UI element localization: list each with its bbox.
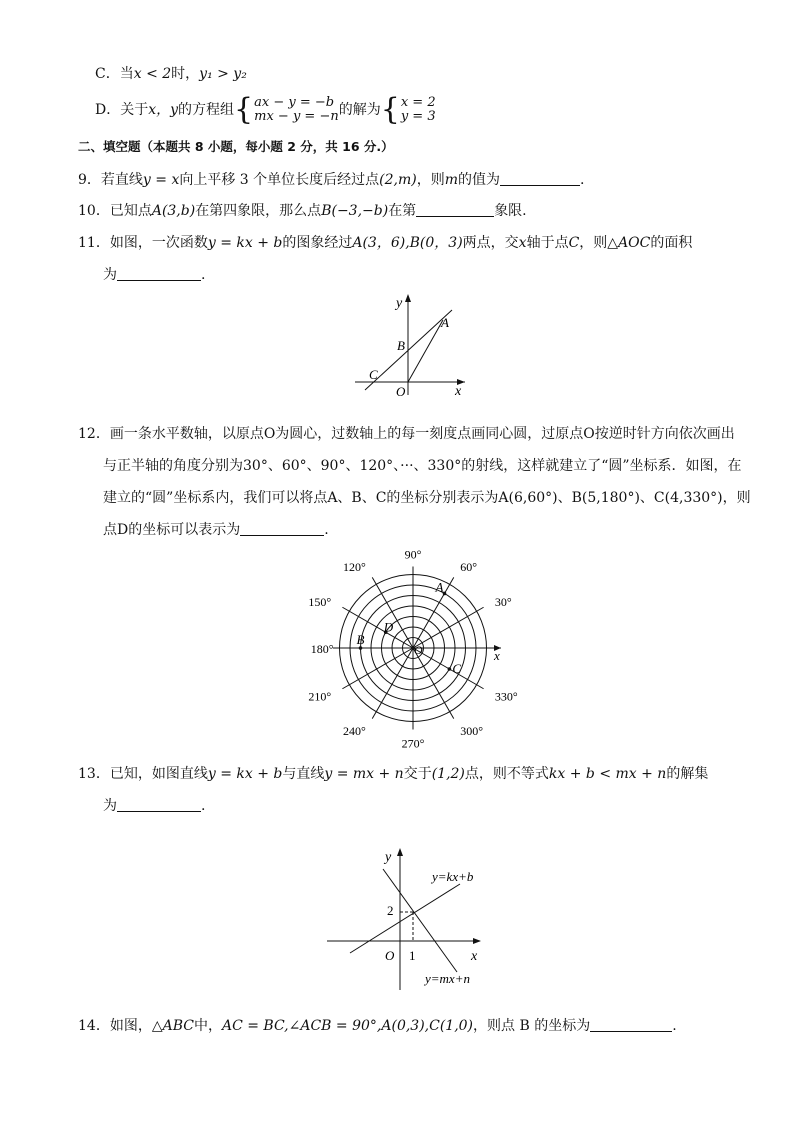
option-d-sol-text: 的解为 — [338, 102, 381, 118]
answer-blank[interactable] — [590, 1017, 672, 1032]
q12-number: 12． — [78, 426, 110, 442]
question-9 — [78, 170, 584, 190]
q10-point-a: A(3,b) — [151, 203, 196, 219]
polar-x-label: x — [494, 648, 500, 663]
q13-eq1: y = kx + b — [207, 766, 283, 782]
figure-11 — [350, 290, 475, 400]
x-label: x — [455, 384, 462, 399]
option-d — [95, 93, 436, 127]
q9-text: 若直线 — [100, 172, 143, 188]
angle-label-150: 150° — [308, 594, 332, 609]
q10-text: 已知点 — [109, 203, 152, 219]
angle-label-60: 60° — [460, 560, 478, 575]
answer-blank[interactable] — [416, 202, 494, 217]
q13-text: 点，则不等式 — [464, 766, 549, 782]
option-c-condition: x < 2 — [133, 66, 172, 82]
tick-2-label: 2 — [387, 903, 394, 918]
question-14 — [78, 1016, 677, 1036]
y-label: y — [396, 296, 403, 311]
q13-point: (1,2) — [431, 766, 465, 782]
question-11-cont — [103, 265, 205, 285]
left-brace-icon: { — [234, 92, 254, 127]
question-11 — [78, 233, 692, 253]
q9-point: (2,m) — [379, 172, 417, 188]
q12-line3: 建立的“圆”坐标系内，我们可以将点A、B、C的坐标分别表示为A(6,60°)、B(5,180°)、C(4,330°)，则 — [103, 490, 751, 506]
origin-label: O — [385, 948, 395, 963]
q9-text: 向上平移 3 个单位长度后经过点 — [179, 172, 380, 188]
option-d-system — [234, 92, 339, 127]
q13-text: 为 — [103, 798, 117, 814]
y-arrow-icon — [397, 848, 403, 856]
y-arrow-icon — [405, 294, 411, 302]
q11-text: ，则 — [579, 235, 608, 251]
solution-x: x = 2 — [400, 95, 436, 110]
answer-blank[interactable] — [240, 521, 324, 536]
q10-number: 10． — [78, 203, 110, 219]
y-label: y — [385, 850, 392, 865]
q14-text: 中， — [193, 1018, 222, 1034]
question-10 — [78, 201, 527, 221]
point-a-label: A — [441, 315, 449, 330]
q10-text: 在第 — [388, 203, 417, 219]
line-oa — [408, 320, 443, 382]
answer-blank[interactable] — [117, 266, 201, 281]
q14-text: ，则点 B 的坐标为 — [473, 1018, 591, 1034]
q11-text: 为 — [103, 267, 117, 283]
q14-condition: AC = BC,∠ACB = 90°,A(0,3),C(1,0) — [221, 1018, 474, 1034]
q11-text: 的面积 — [650, 235, 693, 251]
option-c-relation: y₁ > y₂ — [199, 66, 247, 82]
q11-text: 轴于点 — [526, 235, 569, 251]
option-d-mid: 的方程组 — [178, 102, 235, 118]
q11-end: . — [201, 267, 206, 283]
option-c-mid: 时， — [171, 66, 200, 82]
option-c-label: C．当 — [95, 66, 134, 82]
figure-13 — [325, 840, 500, 990]
section-heading: 二、填空题（本题共 8 小题，每小题 2 分，共 16 分.） — [78, 139, 394, 154]
q9-var: m — [444, 172, 459, 188]
q13-number: 13． — [78, 766, 110, 782]
angle-label-300: 300° — [460, 723, 484, 738]
q12-line4-wrap — [103, 520, 329, 540]
system-eq1: ax − y = −b — [254, 95, 335, 110]
option-d-vars: x，y — [148, 102, 179, 118]
angle-label-240: 240° — [342, 723, 366, 738]
q13-text: 的解集 — [666, 766, 709, 782]
q13-eq2: y = mx + n — [324, 766, 404, 782]
q10-point-b: B(−3,−b) — [321, 203, 389, 219]
q12-end: . — [324, 522, 329, 538]
q9-end: . — [580, 172, 585, 188]
q14-number: 14． — [78, 1018, 110, 1034]
q12-line2: 与正半轴的角度分别为30°、60°、90°、120°、···、330°的射线，这样就建立了“圆”坐标系．如图，在 — [103, 458, 742, 474]
angle-label-270: 270° — [401, 736, 425, 751]
q10-text: 在第四象限，那么点 — [195, 203, 322, 219]
angle-label-210: 210° — [308, 689, 332, 704]
angle-label-330: 330° — [494, 689, 518, 704]
point-d-label: D — [383, 619, 394, 635]
q13-text: 已知，如图直线 — [109, 766, 208, 782]
x-arrow-icon — [473, 938, 481, 944]
angle-label-180: 180° — [310, 642, 334, 656]
origin-label: O — [414, 643, 423, 657]
q13-text: 与直线 — [282, 766, 325, 782]
system-eq2: mx − y = −n — [254, 109, 339, 124]
angle-label-90: 90° — [404, 547, 422, 562]
q12-line4: 点D的坐标可以表示为 — [103, 522, 241, 538]
line-kx-b-label: y=kx+b — [432, 869, 474, 884]
q9-text: 的值为 — [458, 172, 501, 188]
option-d-label: D．关于 — [95, 102, 149, 118]
point-c-label: C — [369, 367, 378, 382]
q11-c: C — [568, 235, 580, 251]
q12-line1: 画一条水平数轴，以原点O为圆心，过数轴上的每一刻度点画同心圆，过原点O按逆时针方向依次画出 — [109, 426, 735, 442]
question-12 — [78, 424, 735, 444]
option-d-solution — [380, 92, 436, 127]
q14-end: . — [672, 1018, 677, 1034]
q10-text: 象限. — [494, 203, 527, 219]
angle-label-30: 30° — [494, 594, 512, 609]
q9-number: 9． — [78, 172, 101, 188]
point-b-label: B — [397, 338, 405, 353]
point-c-label: C — [452, 661, 462, 676]
point-a-label: A — [435, 579, 444, 595]
left-brace-icon: { — [380, 92, 400, 127]
line-kx-b — [350, 884, 460, 953]
point-b-label: B — [356, 632, 365, 647]
q11-text: 的图象经过 — [282, 235, 353, 251]
q11-x: x — [518, 235, 527, 251]
q9-equation: y = x — [142, 172, 180, 188]
tick-1-label: 1 — [409, 948, 416, 963]
q11-text: 如图，一次函数 — [109, 235, 208, 251]
angle-label-120: 120° — [342, 560, 366, 575]
origin-label: O — [396, 384, 406, 399]
q11-triangle: △AOC — [607, 235, 651, 251]
figure-12 — [295, 540, 518, 755]
q11-number: 11． — [78, 235, 110, 251]
q11-equation: y = kx + b — [207, 235, 283, 251]
q9-text: ，则 — [416, 172, 445, 188]
question-13 — [78, 764, 708, 784]
solution-y: y = 3 — [400, 109, 436, 124]
option-c — [95, 64, 247, 84]
answer-blank[interactable] — [500, 171, 580, 186]
question-13-cont — [103, 796, 205, 816]
point-c-dot — [448, 667, 452, 671]
q14-triangle: △ABC — [151, 1018, 194, 1034]
q13-end: . — [201, 798, 206, 814]
q11-points: A(3，6),B(0，3) — [352, 235, 463, 251]
q14-text: 如图， — [109, 1018, 152, 1034]
q13-inequality: kx + b < mx + n — [548, 766, 667, 782]
answer-blank[interactable] — [117, 797, 201, 812]
q13-text: 交于 — [403, 766, 432, 782]
line-mx-n-label: y=mx+n — [425, 971, 470, 986]
q11-text: 两点，交 — [462, 235, 519, 251]
x-label: x — [471, 949, 478, 964]
